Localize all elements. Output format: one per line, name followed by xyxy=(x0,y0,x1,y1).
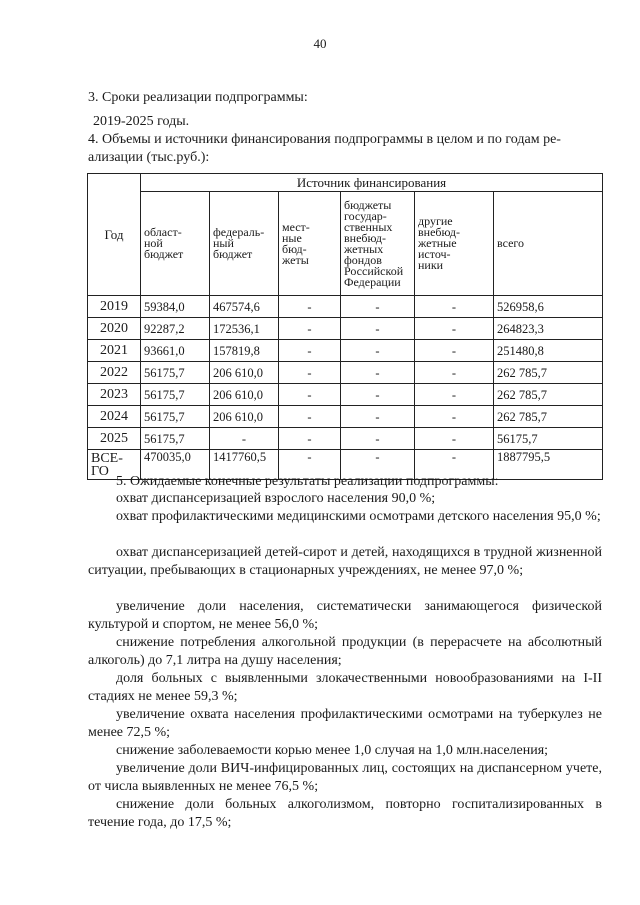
cell-total: 251480,8 xyxy=(494,340,603,362)
result-item: снижение заболеваемости корью менее 1,0 случая на 1,0 млн.населения; xyxy=(116,743,549,758)
cell-funds: - xyxy=(341,296,415,318)
cell-regional: 92287,2 xyxy=(141,318,210,340)
funding-source-header: Источник финансирования xyxy=(141,174,603,192)
column-header-other: другие внебюд- жетные источ- ники xyxy=(415,192,494,296)
result-item: увеличение доли ВИЧ-инфицированных лиц, состоящих на диспансерном учете, от числа выявленных не менее 76,5 %; xyxy=(88,761,602,794)
year-cell: 2020 xyxy=(88,318,141,340)
column-header-funds: бюджеты государ- ственных внебюд- жетных фондов Российской Федерации xyxy=(341,192,415,296)
cell-funds: - xyxy=(341,340,415,362)
cell-other: - xyxy=(415,296,494,318)
result-item: охват диспансеризацией взрослого населения 90,0 %; xyxy=(116,491,436,506)
cell-regional: 59384,0 xyxy=(141,296,210,318)
cell-local: - xyxy=(279,406,341,428)
cell-regional: 56175,7 xyxy=(141,406,210,428)
cell-regional: 470035,0 xyxy=(141,450,210,480)
section-3-heading: 3. Сроки реализации подпрограммы: xyxy=(88,90,308,105)
cell-federal: 172536,1 xyxy=(210,318,279,340)
cell-regional: 56175,7 xyxy=(141,362,210,384)
cell-local: - xyxy=(279,296,341,318)
cell-federal: - xyxy=(210,428,279,450)
cell-funds: - xyxy=(341,384,415,406)
year-header: Год xyxy=(88,174,141,296)
financing-table xyxy=(87,173,603,480)
section-4-heading-line-1: 4. Объемы и источники финансирования подпрограммы в целом и по годам ре- xyxy=(88,132,561,147)
result-item: увеличение охвата населения профилактическими осмотрами на туберкулез не менее 72,5 %; xyxy=(88,707,602,740)
cell-total: 1887795,5 xyxy=(494,450,603,480)
cell-funds: - xyxy=(341,362,415,384)
cell-local: - xyxy=(279,428,341,450)
cell-other: - xyxy=(415,318,494,340)
cell-other: - xyxy=(415,406,494,428)
result-item: охват профилактическими медицинскими осмотрами детского населения 95,0 %; xyxy=(116,509,601,524)
section-5-heading: 5. Ожидаемые конечные результаты реализации подпрограммы: xyxy=(116,474,499,489)
cell-regional: 56175,7 xyxy=(141,384,210,406)
cell-local: - xyxy=(279,318,341,340)
cell-other: - xyxy=(415,450,494,480)
column-header-local: мест- ные бюд- жеты xyxy=(279,192,341,296)
cell-funds: - xyxy=(341,318,415,340)
cell-federal: 467574,6 xyxy=(210,296,279,318)
column-header-regional: област- ной бюджет xyxy=(141,192,210,296)
year-cell: 2024 xyxy=(88,406,141,428)
table-row xyxy=(88,340,603,362)
table-row xyxy=(88,318,603,340)
result-item: снижение потребления алкогольной продукции (в перерасчете на абсолютный алкоголь) до 7,1 литра на душу населения; xyxy=(88,635,602,668)
cell-regional: 56175,7 xyxy=(141,428,210,450)
year-cell: 2019 xyxy=(88,296,141,318)
cell-total: 262 785,7 xyxy=(494,406,603,428)
page-number: 40 xyxy=(313,36,327,51)
cell-federal: 206 610,0 xyxy=(210,384,279,406)
result-item: увеличение доли населения, систематически занимающегося физической культурой и спортом, не менее 56,0 %; xyxy=(88,599,602,632)
cell-federal: 206 610,0 xyxy=(210,362,279,384)
cell-local: - xyxy=(279,362,341,384)
result-item: охват диспансеризацией детей-сирот и детей, находящихся в трудной жизненной ситуации, пребывающих в стационарных учреждениях, не менее 97,0 %; xyxy=(88,545,602,578)
year-cell: 2023 xyxy=(88,384,141,406)
result-item: снижение доли больных алкоголизмом, повторно госпитализированных в течение года, до 17,5 %; xyxy=(88,797,602,830)
table-row xyxy=(88,406,603,428)
column-header-total: всего xyxy=(494,192,603,296)
table-row xyxy=(88,384,603,406)
cell-funds: - xyxy=(341,428,415,450)
cell-funds: - xyxy=(341,406,415,428)
cell-local: - xyxy=(279,384,341,406)
year-cell: 2025 xyxy=(88,428,141,450)
cell-total: 264823,3 xyxy=(494,318,603,340)
cell-total: 262 785,7 xyxy=(494,362,603,384)
column-header-federal: федераль- ный бюджет xyxy=(210,192,279,296)
year-cell: ВСЕ- ГО xyxy=(88,450,141,480)
cell-other: - xyxy=(415,362,494,384)
table-row xyxy=(88,428,603,450)
cell-other: - xyxy=(415,384,494,406)
cell-total: 56175,7 xyxy=(494,428,603,450)
cell-federal: 206 610,0 xyxy=(210,406,279,428)
year-cell: 2021 xyxy=(88,340,141,362)
section-4-heading-line-2: ализации (тыс.руб.): xyxy=(88,150,210,165)
table-row xyxy=(88,296,603,318)
section-3-years: 2019-2025 годы. xyxy=(93,114,190,129)
cell-other: - xyxy=(415,428,494,450)
cell-regional: 93661,0 xyxy=(141,340,210,362)
cell-other: - xyxy=(415,340,494,362)
cell-total: 262 785,7 xyxy=(494,384,603,406)
year-cell: 2022 xyxy=(88,362,141,384)
cell-local: - xyxy=(279,340,341,362)
table-row xyxy=(88,362,603,384)
result-item: доля больных с выявленными злокачественными новообразованиями на I-II стадиях не менее 59,3 %; xyxy=(88,671,602,704)
cell-total: 526958,6 xyxy=(494,296,603,318)
cell-local: - xyxy=(279,450,341,480)
cell-federal: 1417760,5 xyxy=(210,450,279,480)
cell-funds: - xyxy=(341,450,415,480)
cell-federal: 157819,8 xyxy=(210,340,279,362)
